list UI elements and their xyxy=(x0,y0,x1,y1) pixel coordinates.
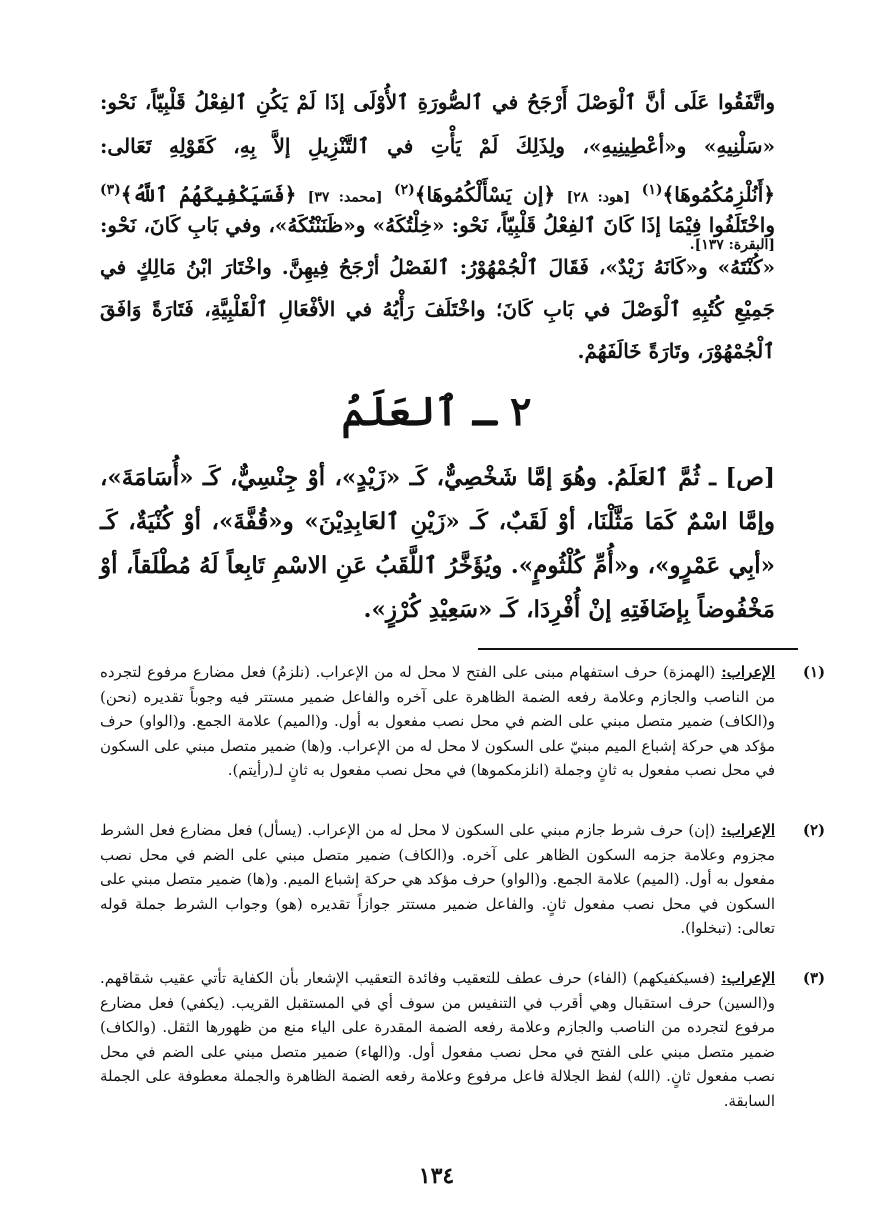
footnote-label: الإعراب: xyxy=(721,821,775,839)
footnote-3 xyxy=(100,966,826,1113)
page-number: ١٣٤ xyxy=(418,1163,455,1189)
quran-ref-1: [هود: ٢٨] xyxy=(566,189,631,206)
footnote-2 xyxy=(100,818,826,941)
footnote-text: (فسيكفيكهم) (الفاء) حرف عطف للتعقيب وفائدة التعقيب الإشعار بأن الكفاية تأتي عقيب شقاقهم. و(السين) حرف استقبال وهي أقرب في التنفيس من سوف أي في المستقبل القريب. (يكفي) فعل مضارع مرفوع لتجرده من الناصب والجازم وعلامة رفعه الضمة المقدرة على الياء منع من ظهورها الثقل. (والكاف) ضمير متصل مبني على الفتح في محل نصب مفعول أول. و(الهاء) ضمير متصل مبني على الضم في محل نصب مفعول ثانٍ. (الله) لفظ الجلالة فاعل مرفوع وعلامة رفعه الضمة الظاهرة والجملة معطوفة على الجملة السابقة. xyxy=(100,969,775,1110)
quran-ref-2: [محمد: ٣٧] xyxy=(307,189,383,206)
quran-ref-3: [البقرة: ١٣٧]. xyxy=(689,236,775,253)
footnote-ref-1: (١) xyxy=(641,182,663,198)
paragraph-2: واخْتَلَفُوا فِيْمَا إذَا كَانَ ٱلفِعْلُ قَلْبِيّاً، نَحْو: «خِلْتُكَهُ» و«ظَنَنْتُكَهُ»، وفي بَابِ كَانَ، نَحْو: «كُنْتَهُ» و«كَانَهُ زَيْدٌ»، فَقَالَ ٱلْجُمْهُوْرُ: ٱلفَصْلُ أرْجَحُ فِيهِنَّ. واخْتَارَ ابْنُ مَالِكٍ في جَمِيْعِ كُتُبِهِ ٱلْوَصْلَ في بَابِ كَانَ؛ واخْتَلَفَ رَأْيُهُ في الأفْعَالِ ٱلْقَلْبِيَّةِ، فَتَارَةً وَافَقَ ٱلْجُمْهُوْرَ، وتَارَةً خَالَفَهُمْ. xyxy=(100,213,775,363)
footnote-number: (٢) xyxy=(802,821,826,839)
footnote-1 xyxy=(100,660,826,783)
quran-quote-2: ﴿إن يَسْأَلْكُمُوهَا﴾ xyxy=(414,182,556,207)
section-heading: ٢ ـ ٱلعَلَمُ xyxy=(341,388,532,435)
footnote-text: (إن) حرف شرط جازم مبني على السكون لا محل له من الإعراب. (يسأل) فعل مضارع فعل الشرط مجزوم وعلامة جزمه السكون الظاهر على آخره. و(الكاف) ضمير متصل مبني على الضم في محل نصب مفعول به أول. (الميم) علامة الجمع. و(الواو) حرف مؤكد هي حركة إشباع الميم. و(ها) ضمير متصل مبني على السكون في محل نصب مفعول ثانٍ. والفاعل ضمير مستتر جوازاً تقديره (هو) وجواب الشرط جملة قوله تعالى: (تبخلوا). xyxy=(100,821,775,937)
footnote-ref-2: (٢) xyxy=(394,182,415,198)
footnote-ref-3: (٣) xyxy=(100,182,121,198)
footnote-label: الإعراب: xyxy=(721,663,775,681)
paragraph-3: [ص] ـ ثُمَّ ٱلعَلَمُ. وهُوَ إمَّا شَخْصِيٌّ، كَـ «زَيْدٍ»، أوْ جِنْسِيٌّ، كَـ «أُسَامَةَ»، وإمَّا اسْمٌ كَمَا مَثَّلْنَا، أوْ لَقَبٌ، كَـ «زَيْنِ ٱلعَابِدِيْنَ» و«قُفَّةَ»، أوْ كُنْيَةٌ، كَـ «أبِي عَمْرٍو»، و«أُمِّ كُلْثُومٍ». ويُؤَخَّرُ ٱللَّقَبُ عَنِ الاسْمِ تَابِعاً لَهُ مُطْلَقاً، أوْ مَخْفُوضاً بِإضَافَتِهِ إنْ أُفْرِدَا، كَـ «سَعِيْدِ كُرْزٍ». xyxy=(100,464,775,623)
footnote-number: (١) xyxy=(802,663,826,681)
footnote-separator xyxy=(478,648,798,650)
quran-quote-3: ﴿فَسَيَكْفِيكَهُمُ ٱللَّهُ﴾ xyxy=(120,182,297,207)
paragraph-1-text: واتَّفَقُوا عَلَى أنَّ ٱلْوَصْلَ أَرْجَحُ في ٱلصُّورَةِ ٱلأُوْلَى إذَا لَمْ يَكُنِ ٱلفِعْلُ قَلْبِيّاً، نَحْو: «سَلْنِيهِ» و«أعْطِينِيهِ»، ولِذَلِكَ لَمْ يَأْتِ في ٱلتَّنْزِيلِ إلاَّ بِهِ، كَقَوْلِهِ تَعَالى: ﴿أَنُلْزِمُكُمُوهَا﴾ xyxy=(100,90,775,207)
footnote-text: (الهمزة) حرف استفهام مبنى على الفتح لا محل له من الإعراب. (نلزمُ) فعل مضارع مرفوع لتجرده من الناصب والجازم وعلامة رفعه الضمة الظاهرة على آخره والفاعل ضمير مستتر فيه وجوباً تقديره (نحن) و(الكاف) ضمير متصل مبني على الضم في محل نصب مفعول به أول. و(الميم) علامة الجمع. و(الواو) حرف مؤكد هي حركة إشباع الميم مبنيّ على السكون لا محل له من الإعراب. و(ها) ضمير متصل مبني على السكون في محل نصب مفعول به ثانٍ وجملة (انلزمكموها) في محل نصب مفعول به ثانٍ لـ(رأيتم). xyxy=(100,663,775,779)
footnote-label: الإعراب: xyxy=(721,969,775,987)
footnote-number: (٣) xyxy=(802,969,826,987)
